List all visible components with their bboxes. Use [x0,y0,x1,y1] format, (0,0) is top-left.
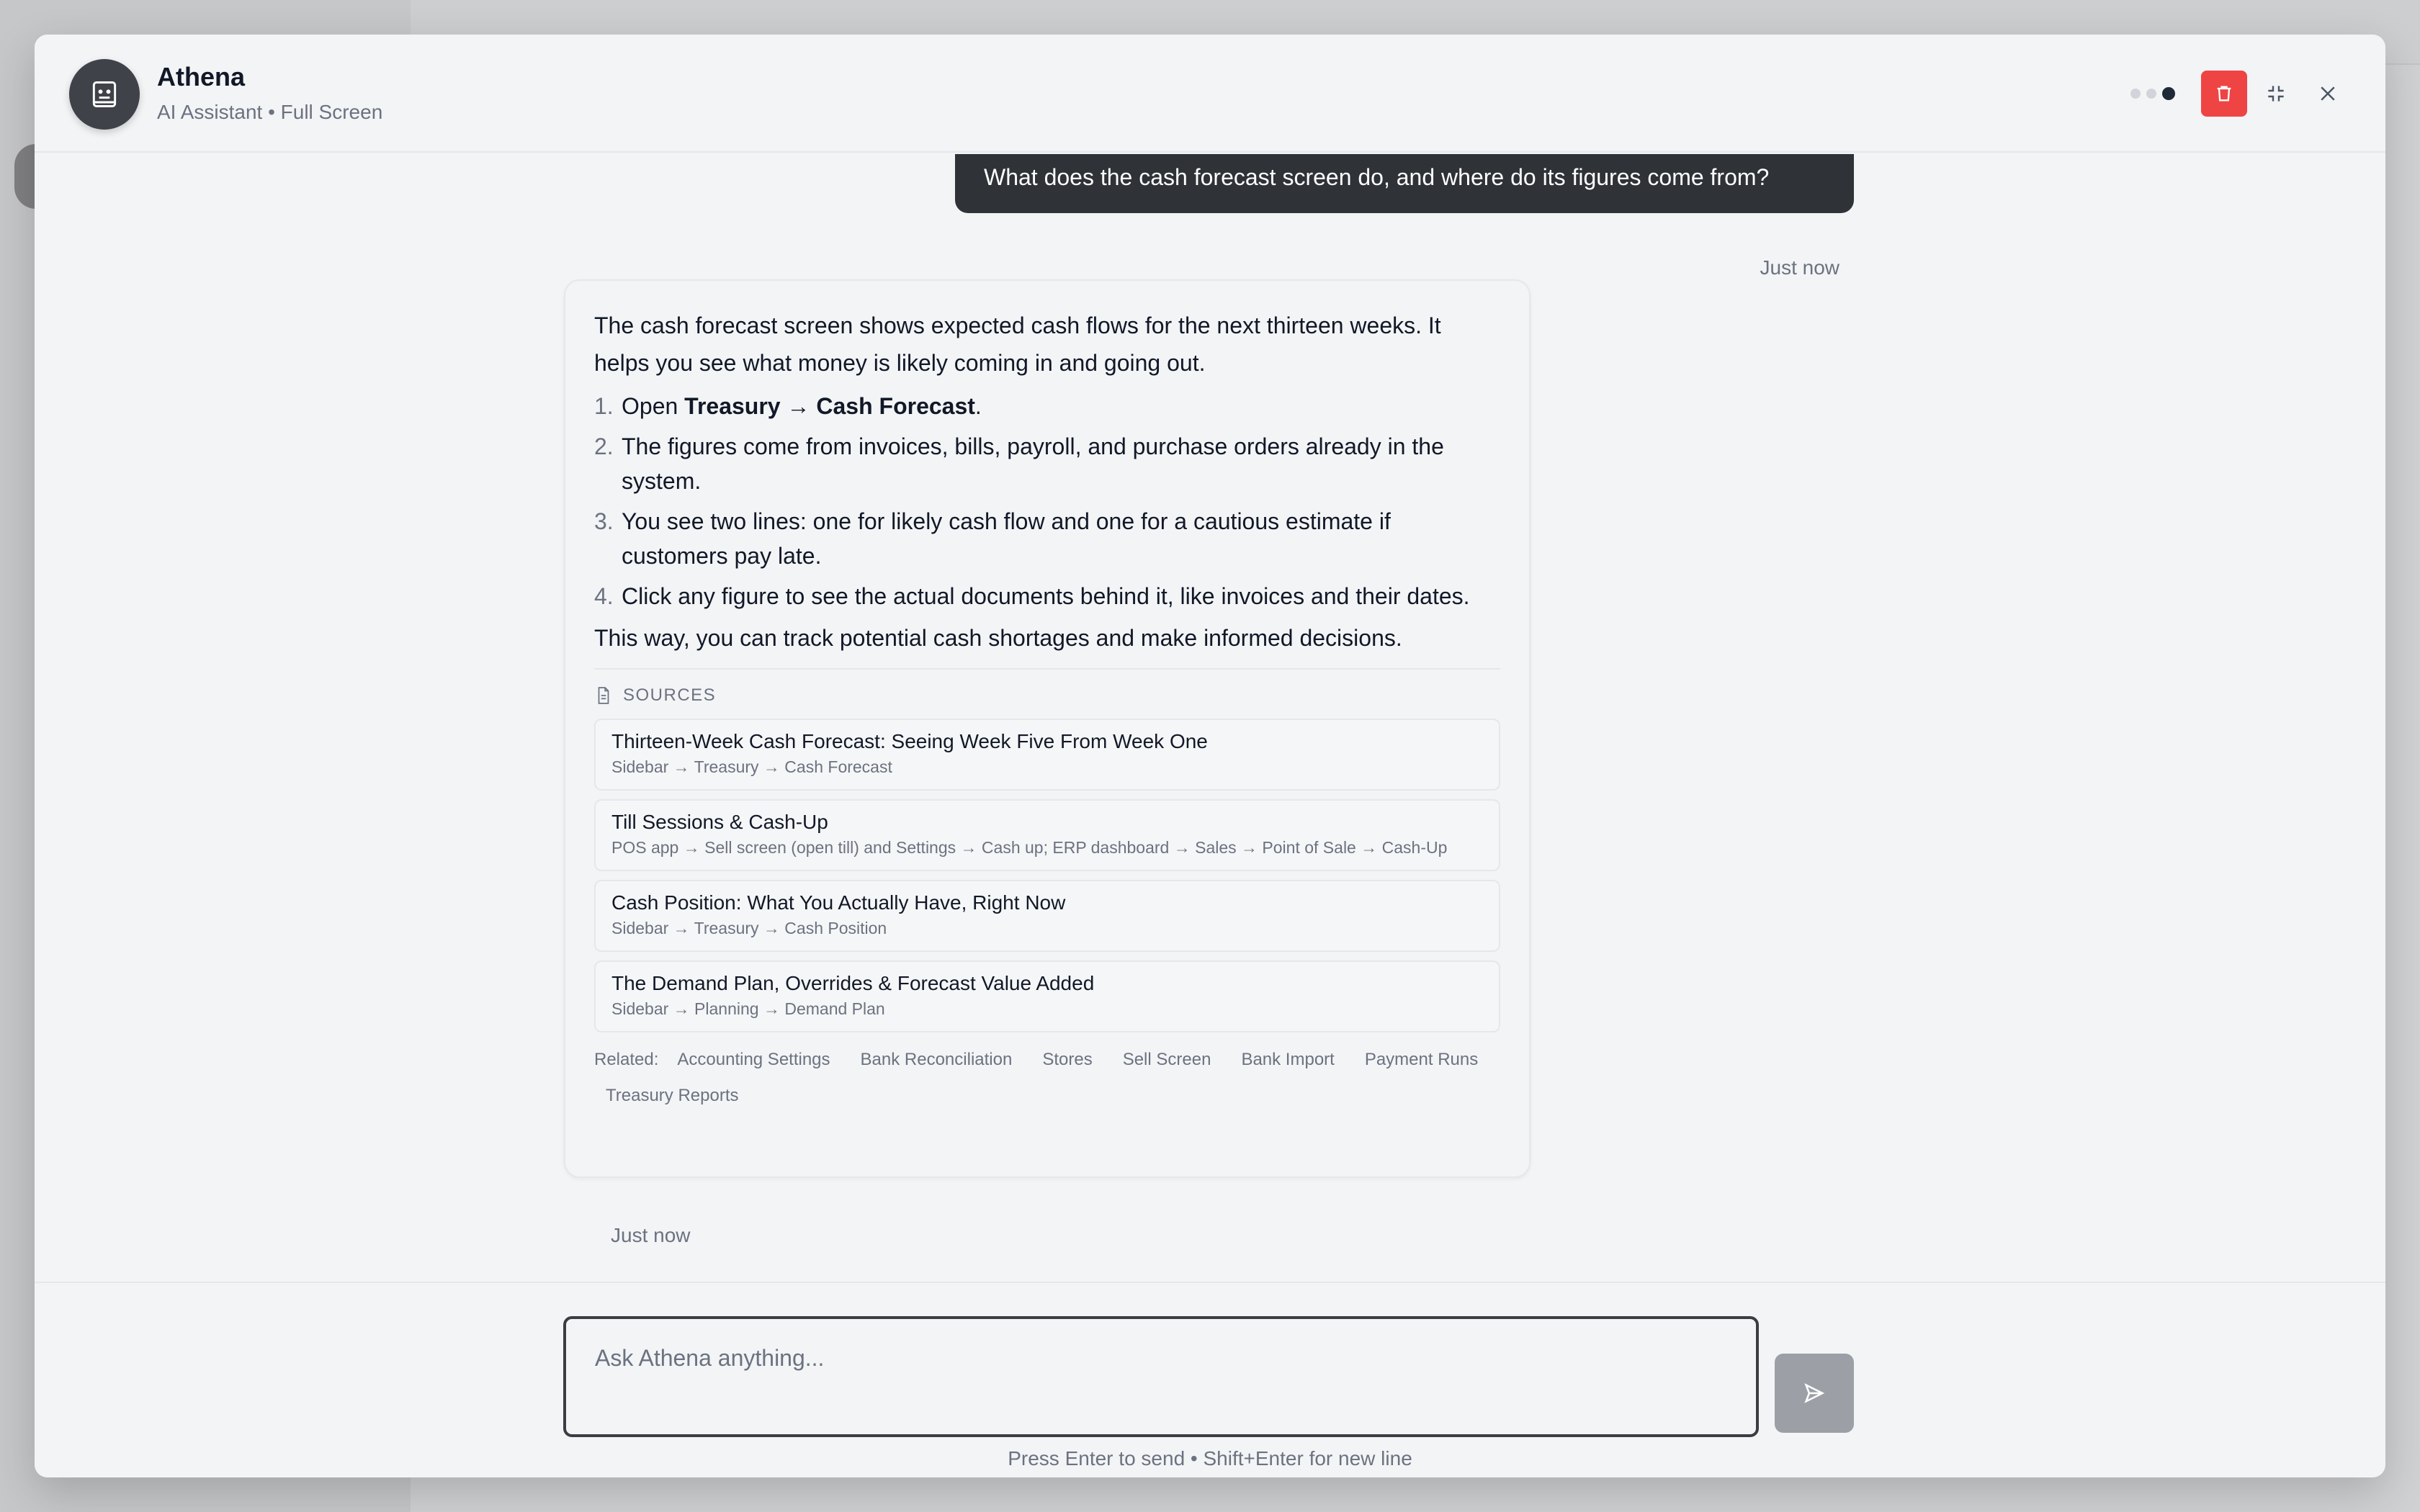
sources-header [594,685,1500,706]
step-text: The figures come from invoices, bills, payroll, and purchase orders already in the system. [622,433,1444,494]
message-input[interactable] [563,1316,1759,1437]
assistant-title: Athena [157,62,246,91]
step-number: 4. [594,583,614,609]
source-path: POS app → Sell screen (open till) and Settings → Cash up; ERP dashboard → Sales → Point of Sale → Cash-Up [611,838,1448,857]
assistant-message [564,279,1531,1178]
composer [35,1282,2385,1477]
related-chip[interactable]: Treasury Reports [606,1086,739,1105]
assistant-message-time: Just now [611,1224,691,1246]
source-card[interactable] [594,719,1500,791]
related-chip[interactable]: Accounting Settings [677,1050,830,1069]
list-item [594,504,1500,573]
minimize-button[interactable] [2253,71,2299,117]
step-text: Click any figure to see the actual documents behind it, like invoices and their dates. [622,583,1470,609]
step-text: You see two lines: one for likely cash flow and one for a cautious estimate if customers pay late. [622,508,1391,569]
header-actions [2130,71,2351,117]
related-chip[interactable]: Sell Screen [1122,1050,1211,1069]
source-title: Thirteen-Week Cash Forecast: Seeing Week Five From Week One [611,730,1208,752]
clear-chat-button[interactable] [2201,71,2247,117]
document-icon [594,686,613,705]
minimize-icon [2264,82,2287,105]
related-chip[interactable]: Bank Import [1241,1050,1335,1069]
status-dot [2130,89,2141,99]
list-item [594,429,1500,498]
related-label: Related: [594,1050,659,1069]
divider [594,668,1500,670]
source-title: Cash Position: What You Actually Have, Right Now [611,891,1066,914]
related-chip[interactable]: Payment Runs [1364,1050,1479,1069]
assistant-intro: The cash forecast screen shows expected cash flows for the next thirteen weeks. It helps you see what money is likely coming in and going out. [594,312,1441,376]
step-suffix: . [974,393,982,419]
step-number: 2. [594,433,614,459]
user-message-time: Just now [1760,256,1839,279]
avatar [69,59,140,130]
send-icon [1802,1381,1827,1405]
step-number: 1. [594,393,614,419]
assistant-outro: This way, you can track potential cash shortages and make informed decisions. [594,625,1402,651]
close-icon [2317,83,2339,104]
list-item [594,579,1500,613]
status-dots [2130,87,2175,100]
source-path: Sidebar → Treasury → Cash Position [611,919,887,937]
input-hint: Press Enter to send • Shift+Enter for new line [1008,1447,1412,1470]
source-title: The Demand Plan, Overrides & Forecast Value Added [611,972,1095,994]
list-item [594,389,1500,423]
assistant-steps [594,389,1500,613]
source-path: Sidebar → Planning → Demand Plan [611,999,885,1018]
step-bold-text: Treasury → Cash Forecast [684,393,975,419]
status-dot [2146,89,2156,99]
related-chip[interactable]: Bank Reconciliation [860,1050,1013,1069]
source-card[interactable] [594,960,1500,1032]
source-card[interactable] [594,880,1500,952]
source-path: Sidebar → Treasury → Cash Forecast [611,757,892,776]
trash-icon [2214,84,2234,104]
robot-icon [89,78,120,110]
related-chip[interactable]: Stores [1042,1050,1093,1069]
source-card[interactable] [594,799,1500,871]
related-links [594,1045,1500,1110]
step-number: 3. [594,508,614,534]
sources-label: SOURCES [623,685,717,705]
source-title: Till Sessions & Cash-Up [611,811,828,833]
status-dot-active [2162,87,2175,100]
chat-area[interactable] [35,154,2385,1282]
modal-header [35,35,2385,153]
assistant-modal [35,35,2385,1477]
close-button[interactable] [2305,71,2351,117]
user-message: What does the cash forecast screen do, and where do its figures come from? [955,154,1854,213]
assistant-subtitle: AI Assistant • Full Screen [157,101,383,123]
step-text: Open [622,393,685,419]
send-button[interactable] [1775,1354,1854,1433]
